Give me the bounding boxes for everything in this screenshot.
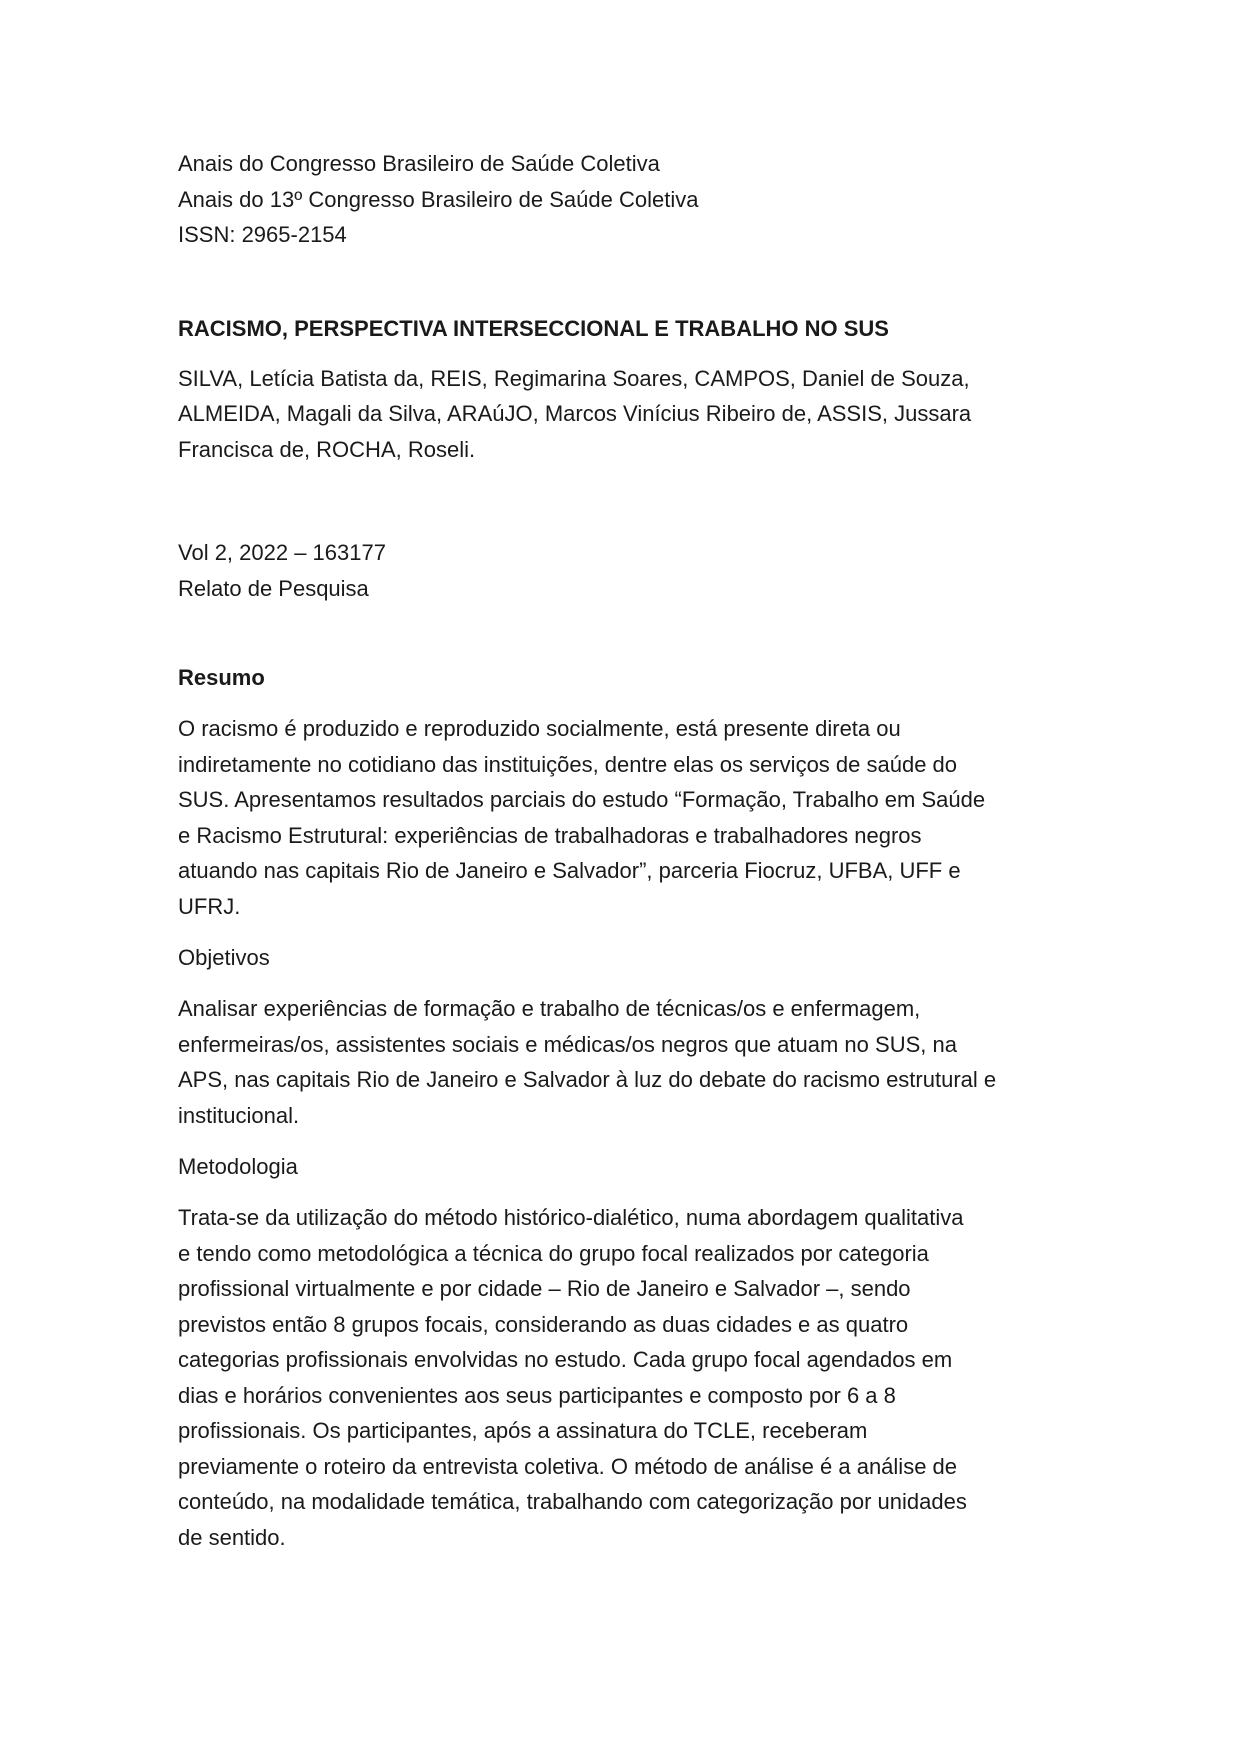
- text-line: profissional virtualmente e por cidade – Rio de Janeiro e Salvador –, sendo: [178, 1276, 911, 1301]
- text-line: O racismo é produzido e reproduzido socialmente, está presente direta ou: [178, 716, 901, 741]
- text-line: previamente o roteiro da entrevista coletiva. O método de análise é a análise de: [178, 1453, 958, 1479]
- methodology-paragraph: [178, 1200, 1068, 1555]
- text-line: indiretamente no cotidiano das instituições, dentre elas os serviços de saúde do: [178, 751, 958, 777]
- text-line: UFRJ.: [178, 893, 241, 919]
- text-line: enfermeiras/os, assistentes sociais e médicas/os negros que atuam no SUS, na: [178, 1031, 957, 1057]
- text-line: Trata-se da utilização do método histórico-dialético, numa abordagem qualitativa: [178, 1205, 964, 1230]
- proceedings-name: Anais do Congresso Brasileiro de Saúde Coletiva: [178, 151, 660, 176]
- objectives-heading: Objetivos: [178, 945, 270, 970]
- document-page: [178, 146, 1068, 1555]
- text-line: Analisar experiências de formação e trabalho de técnicas/os e enfermagem,: [178, 996, 921, 1021]
- author-line: SILVA, Letícia Batista da, REIS, Regimarina Soares, CAMPOS, Daniel de Souza,: [178, 365, 970, 391]
- author-line: ALMEIDA, Magali da Silva, ARAúJO, Marcos Vinícius Ribeiro de, ASSIS, Jussara: [178, 401, 972, 426]
- issn-number: ISSN: 2965-2154: [178, 222, 347, 247]
- proceedings-header: [178, 146, 1068, 253]
- methodology-heading: Metodologia: [178, 1154, 298, 1179]
- abstract-heading: Resumo: [178, 665, 265, 690]
- article-title: RACISMO, PERSPECTIVA INTERSECCIONAL E TRABALHO NO SUS: [178, 315, 889, 341]
- text-line: categorias profissionais envolvidas no estudo. Cada grupo focal agendados em: [178, 1347, 953, 1372]
- text-line: conteúdo, na modalidade temática, trabalhando com categorização por unidades: [178, 1489, 967, 1514]
- text-line: dias e horários convenientes aos seus participantes e composto por 6 a 8: [178, 1382, 896, 1408]
- volume-number: Vol 2, 2022 – 163177: [178, 540, 386, 565]
- text-line: previstos então 8 grupos focais, considerando as duas cidades e as quatro: [178, 1311, 909, 1337]
- abstract-intro: [178, 711, 1068, 924]
- text-line: e Racismo Estrutural: experiências de trabalhadoras e trabalhadores negros: [178, 822, 922, 848]
- text-line: profissionais. Os participantes, após a assinatura do TCLE, receberam: [178, 1418, 868, 1443]
- author-line: Francisca de, ROCHA, Roseli.: [178, 436, 476, 462]
- objectives-paragraph: [178, 991, 1068, 1133]
- article-type: Relato de Pesquisa: [178, 575, 369, 601]
- congress-edition: Anais do 13º Congresso Brasileiro de Saúde Coletiva: [178, 186, 699, 212]
- text-line: atuando nas capitais Rio de Janeiro e Salvador”, parceria Fiocruz, UFBA, UFF e: [178, 858, 961, 883]
- text-line: APS, nas capitais Rio de Janeiro e Salvador à luz do debate do racismo estrutural e: [178, 1067, 997, 1092]
- publication-info: [178, 535, 1068, 606]
- text-line: institucional.: [178, 1102, 300, 1128]
- author-list: [178, 361, 1068, 468]
- text-line: SUS. Apresentamos resultados parciais do estudo “Formação, Trabalho em Saúde: [178, 787, 986, 812]
- text-line: de sentido.: [178, 1524, 286, 1550]
- text-line: e tendo como metodológica a técnica do grupo focal realizados por categoria: [178, 1240, 929, 1266]
